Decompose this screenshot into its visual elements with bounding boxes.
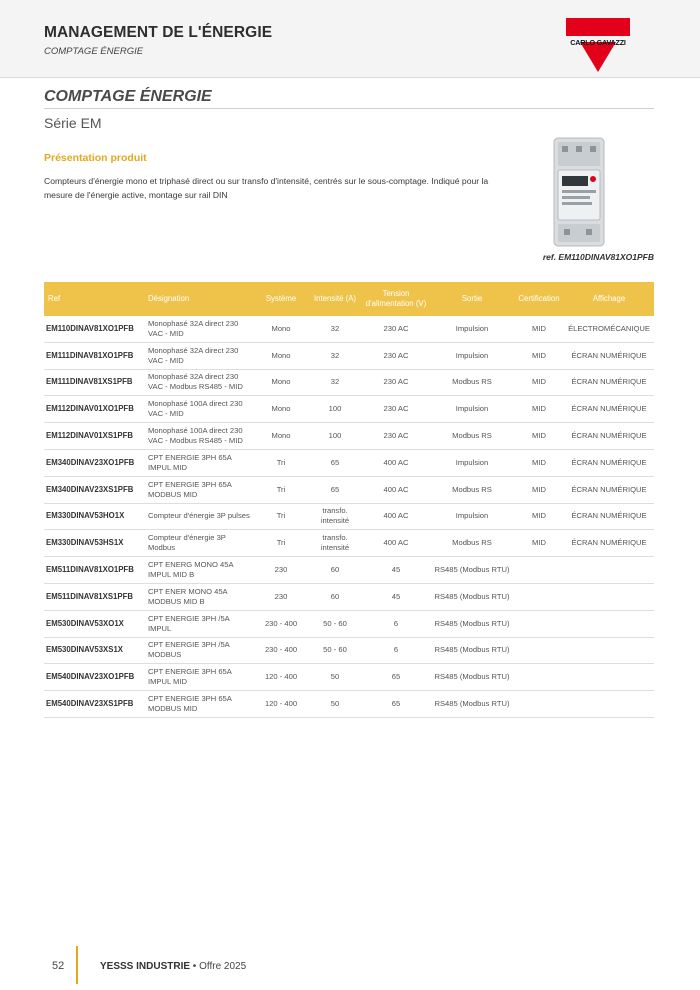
- cell-designation: CPT ENERGIE 3PH 65A MODBUS MID: [144, 476, 254, 503]
- cell-designation: CPT ENERGIE 3PH /5A MODBUS: [144, 637, 254, 664]
- cell-ref: EM340DINAV23XS1PFB: [44, 476, 144, 503]
- cell-ref: EM530DINAV53XS1X: [44, 637, 144, 664]
- cell-tension: 230 AC: [362, 396, 430, 423]
- cell-sortie: Modbus RS: [430, 530, 514, 557]
- presentation-title: Présentation produit: [44, 152, 147, 164]
- cell-intensite: 50: [308, 664, 362, 691]
- cell-systeme: Mono: [254, 316, 308, 342]
- cell-affichage: [564, 557, 654, 584]
- cell-systeme: Tri: [254, 530, 308, 557]
- footer-divider: [76, 946, 78, 984]
- cell-tension: 400 AC: [362, 530, 430, 557]
- column-header-sortie: Sortie: [430, 282, 514, 316]
- footer-brand-name: YESSS INDUSTRIE: [100, 961, 191, 972]
- cell-systeme: Mono: [254, 342, 308, 369]
- cell-ref: EM111DINAV81XO1PFB: [44, 342, 144, 369]
- column-header-tension: Tension d'alimentation (V): [362, 282, 430, 316]
- cell-sortie: RS485 (Modbus RTU): [430, 664, 514, 691]
- cell-ref: EM511DINAV81XO1PFB: [44, 557, 144, 584]
- cell-intensite: 65: [308, 449, 362, 476]
- cell-tension: 6: [362, 637, 430, 664]
- cell-certification: MID: [514, 530, 564, 557]
- footer-separator: •: [190, 961, 200, 972]
- cell-sortie: Impulsion: [430, 396, 514, 423]
- cell-ref: EM511DINAV81XS1PFB: [44, 583, 144, 610]
- section-title: COMPTAGE ÉNERGIE: [44, 88, 212, 105]
- column-header-affichage: Affichage: [564, 282, 654, 316]
- column-header-systeme: Système: [254, 282, 308, 316]
- table-row: [44, 369, 654, 396]
- cell-affichage: ÉCRAN NUMÉRIQUE: [564, 530, 654, 557]
- cell-systeme: 230: [254, 583, 308, 610]
- cell-certification: [514, 691, 564, 718]
- footer-brand: [100, 961, 246, 972]
- cell-systeme: 230 - 400: [254, 637, 308, 664]
- cell-tension: 45: [362, 557, 430, 584]
- cell-systeme: 120 - 400: [254, 664, 308, 691]
- cell-certification: MID: [514, 342, 564, 369]
- page-number: 52: [52, 960, 65, 972]
- cell-intensite: 32: [308, 369, 362, 396]
- table-row: [44, 691, 654, 718]
- energy-meter-product-image: [548, 136, 610, 248]
- cell-sortie: Impulsion: [430, 342, 514, 369]
- cell-sortie: RS485 (Modbus RTU): [430, 691, 514, 718]
- cell-systeme: Tri: [254, 449, 308, 476]
- table-row: [44, 664, 654, 691]
- table-row: [44, 476, 654, 503]
- cell-affichage: ÉCRAN NUMÉRIQUE: [564, 503, 654, 530]
- cell-intensite: 32: [308, 342, 362, 369]
- cell-ref: EM530DINAV53XO1X: [44, 610, 144, 637]
- logo-red-band: [566, 18, 630, 36]
- cell-affichage: [564, 583, 654, 610]
- cell-tension: 400 AC: [362, 503, 430, 530]
- cell-affichage: ÉCRAN NUMÉRIQUE: [564, 369, 654, 396]
- cell-intensite: 60: [308, 583, 362, 610]
- cell-tension: 400 AC: [362, 476, 430, 503]
- cell-affichage: ÉCRAN NUMÉRIQUE: [564, 449, 654, 476]
- cell-designation: Monophasé 32A direct 230 VAC - MID: [144, 342, 254, 369]
- cell-systeme: Tri: [254, 503, 308, 530]
- cell-certification: [514, 557, 564, 584]
- table-row: [44, 449, 654, 476]
- cell-systeme: 120 - 400: [254, 691, 308, 718]
- cell-systeme: Mono: [254, 396, 308, 423]
- cell-tension: 65: [362, 691, 430, 718]
- cell-sortie: Modbus RS: [430, 476, 514, 503]
- cell-certification: MID: [514, 476, 564, 503]
- table-row: [44, 316, 654, 342]
- cell-tension: 65: [362, 664, 430, 691]
- cell-ref: EM112DINAV01XS1PFB: [44, 423, 144, 450]
- cell-designation: Monophasé 100A direct 230 VAC - Modbus RS485 - MID: [144, 423, 254, 450]
- cell-affichage: ÉCRAN NUMÉRIQUE: [564, 423, 654, 450]
- cell-tension: 230 AC: [362, 369, 430, 396]
- cell-ref: EM112DINAV01XO1PFB: [44, 396, 144, 423]
- cell-sortie: Modbus RS: [430, 369, 514, 396]
- cell-designation: CPT ENERG MONO 45A IMPUL MID B: [144, 557, 254, 584]
- cell-intensite: 100: [308, 396, 362, 423]
- cell-ref: EM111DINAV81XS1PFB: [44, 369, 144, 396]
- cell-systeme: 230: [254, 557, 308, 584]
- cell-designation: Monophasé 32A direct 230 VAC - Modbus RS485 - MID: [144, 369, 254, 396]
- cell-certification: [514, 583, 564, 610]
- cell-sortie: RS485 (Modbus RTU): [430, 637, 514, 664]
- cell-systeme: Mono: [254, 423, 308, 450]
- cell-affichage: ÉLECTROMÉCANIQUE: [564, 316, 654, 342]
- cell-ref: EM540DINAV23XS1PFB: [44, 691, 144, 718]
- cell-intensite: 50 - 60: [308, 610, 362, 637]
- cell-sortie: Modbus RS: [430, 423, 514, 450]
- table-row: [44, 637, 654, 664]
- table-row: [44, 342, 654, 369]
- cell-designation: Compteur d'énergie 3P pulses: [144, 503, 254, 530]
- cell-tension: 400 AC: [362, 449, 430, 476]
- cell-intensite: transfo. intensité: [308, 530, 362, 557]
- column-header-ref: Ref: [44, 282, 144, 316]
- table-row: [44, 530, 654, 557]
- cell-designation: Compteur d'énergie 3P Modbus: [144, 530, 254, 557]
- cell-certification: [514, 637, 564, 664]
- section-divider: [44, 108, 654, 109]
- cell-certification: MID: [514, 449, 564, 476]
- cell-designation: Monophasé 32A direct 230 VAC - MID: [144, 316, 254, 342]
- column-header-designation: Désignation: [144, 282, 254, 316]
- cell-tension: 230 AC: [362, 423, 430, 450]
- product-table: [44, 282, 654, 718]
- presentation-text: Compteurs d'énergie mono et triphasé direct ou sur transfo d'intensité, centrés sur le sous-comptage. Indiqué pour la mesure de l'énergie active, montage sur rail DIN: [44, 176, 489, 200]
- cell-certification: [514, 610, 564, 637]
- cell-designation: CPT ENERGIE 3PH 65A IMPUL MID: [144, 664, 254, 691]
- cell-tension: 6: [362, 610, 430, 637]
- cell-certification: MID: [514, 423, 564, 450]
- product-image-caption: ref. EM110DINAV81XO1PFB: [542, 252, 654, 262]
- logo-text: CARLO GAVAZZI: [570, 38, 626, 47]
- cell-sortie: RS485 (Modbus RTU): [430, 583, 514, 610]
- cell-affichage: [564, 610, 654, 637]
- column-header-intensite: Intensité (A): [308, 282, 362, 316]
- cell-sortie: RS485 (Modbus RTU): [430, 610, 514, 637]
- table-row: [44, 503, 654, 530]
- cell-intensite: transfo. intensité: [308, 503, 362, 530]
- series-title: Série EM: [44, 115, 102, 131]
- cell-certification: MID: [514, 396, 564, 423]
- cell-affichage: ÉCRAN NUMÉRIQUE: [564, 396, 654, 423]
- cell-intensite: 50 - 60: [308, 637, 362, 664]
- cell-affichage: ÉCRAN NUMÉRIQUE: [564, 476, 654, 503]
- cell-designation: Monophasé 100A direct 230 VAC - MID: [144, 396, 254, 423]
- cell-ref: EM330DINAV53HO1X: [44, 503, 144, 530]
- table-row: [44, 557, 654, 584]
- cell-systeme: 230 - 400: [254, 610, 308, 637]
- column-header-certification: Certification: [514, 282, 564, 316]
- cell-certification: MID: [514, 316, 564, 342]
- cell-intensite: 50: [308, 691, 362, 718]
- cell-intensite: 65: [308, 476, 362, 503]
- table-row: [44, 610, 654, 637]
- page-title: MANAGEMENT DE L'ÉNERGIE: [44, 24, 273, 41]
- cell-intensite: 60: [308, 557, 362, 584]
- cell-ref: EM340DINAV23XO1PFB: [44, 449, 144, 476]
- cell-systeme: Tri: [254, 476, 308, 503]
- page-subtitle: COMPTAGE ÉNERGIE: [44, 46, 144, 57]
- cell-tension: 230 AC: [362, 316, 430, 342]
- cell-affichage: [564, 664, 654, 691]
- cell-certification: MID: [514, 369, 564, 396]
- cell-ref: EM110DINAV81XO1PFB: [44, 316, 144, 342]
- cell-designation: CPT ENERGIE 3PH /5A IMPUL: [144, 610, 254, 637]
- table-header-row: [44, 282, 654, 316]
- cell-sortie: Impulsion: [430, 449, 514, 476]
- footer-offer: Offre 2025: [199, 961, 247, 972]
- cell-systeme: Mono: [254, 369, 308, 396]
- cell-certification: MID: [514, 503, 564, 530]
- cell-designation: CPT ENERGIE 3PH 65A IMPUL MID: [144, 449, 254, 476]
- cell-intensite: 32: [308, 316, 362, 342]
- cell-sortie: Impulsion: [430, 316, 514, 342]
- table-row: [44, 583, 654, 610]
- table-row: [44, 396, 654, 423]
- cell-ref: EM330DINAV53HS1X: [44, 530, 144, 557]
- table-body: [44, 316, 654, 717]
- cell-designation: CPT ENER MONO 45A MODBUS MID B: [144, 583, 254, 610]
- cell-intensite: 100: [308, 423, 362, 450]
- cell-designation: CPT ENERGIE 3PH 65A MODBUS MID: [144, 691, 254, 718]
- cell-sortie: RS485 (Modbus RTU): [430, 557, 514, 584]
- cell-sortie: Impulsion: [430, 503, 514, 530]
- cell-tension: 45: [362, 583, 430, 610]
- cell-affichage: [564, 637, 654, 664]
- cell-affichage: [564, 691, 654, 718]
- cell-affichage: ÉCRAN NUMÉRIQUE: [564, 342, 654, 369]
- cell-tension: 230 AC: [362, 342, 430, 369]
- table-row: [44, 423, 654, 450]
- cell-ref: EM540DINAV23XO1PFB: [44, 664, 144, 691]
- cell-certification: [514, 664, 564, 691]
